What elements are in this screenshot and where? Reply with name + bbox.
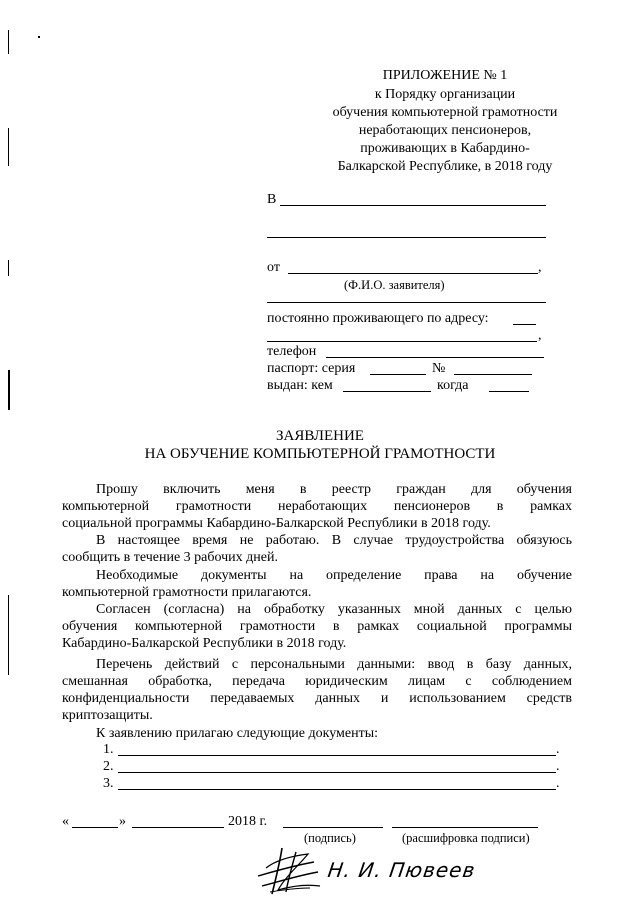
- issued-when-field[interactable]: [489, 391, 529, 392]
- address-field-line2[interactable]: [267, 341, 537, 342]
- paragraph-line: обучения компьютерной грамотности в рамках социальной программы: [62, 619, 572, 634]
- from-label: от: [267, 260, 280, 275]
- passport-label: паспорт: серия: [267, 361, 356, 376]
- scan-mark: [8, 128, 9, 166]
- attachment-number: 3.: [103, 776, 114, 791]
- address-field[interactable]: [513, 324, 536, 325]
- from-suffix: ,: [538, 260, 542, 275]
- signature-field[interactable]: [283, 827, 383, 828]
- when-label: когда: [437, 378, 469, 393]
- paragraph-line: компьютерной грамотности прилагаются.: [62, 585, 312, 600]
- signature-caption: (подпись): [304, 831, 356, 845]
- issued-by-field[interactable]: [343, 391, 431, 392]
- date-open-quote: «: [62, 814, 69, 829]
- attachment-field[interactable]: [118, 755, 556, 756]
- date-day-field[interactable]: [72, 827, 118, 828]
- fio-caption: (Ф.И.О. заявителя): [344, 278, 445, 292]
- attachment-number: 2.: [103, 759, 114, 774]
- scan-mark: [8, 260, 9, 276]
- attachment-field[interactable]: [118, 789, 556, 790]
- paragraph-line: компьютерной грамотности неработающих пенсионеров в рамках: [62, 499, 572, 514]
- paragraph-line: Прошу включить меня в реестр граждан для обучения: [96, 482, 572, 497]
- attachment-suffix: .: [556, 776, 560, 791]
- paragraph-line: Необходимые документы на определение права на обучение: [96, 568, 572, 583]
- decode-caption: (расшифровка подписи): [402, 831, 530, 845]
- date-year: 2018 г.: [228, 814, 268, 829]
- document-subtitle: НА ОБУЧЕНИЕ КОМПЬЮТЕРНОЙ ГРАМОТНОСТИ: [144, 446, 496, 462]
- to-field[interactable]: [280, 205, 546, 206]
- signature-decode-field[interactable]: [392, 827, 538, 828]
- appendix-title: ПРИЛОЖЕНИЕ № 1: [382, 68, 508, 83]
- scan-mark: [8, 595, 9, 675]
- attachment-suffix: .: [556, 759, 560, 774]
- paragraph-line: К заявлению прилагаю следующие документы:: [96, 726, 379, 741]
- paragraph-line: смешанная обработка, передача юридическим лицам с соблюдением: [62, 674, 572, 689]
- phone-field[interactable]: [326, 357, 544, 358]
- address-suffix: ,: [538, 328, 542, 343]
- appendix-line: проживающих в Кабардино-: [360, 141, 530, 156]
- to-label: В: [267, 192, 277, 207]
- paragraph-line: криптозащиты.: [62, 708, 153, 723]
- attachment-suffix: .: [556, 742, 560, 757]
- paragraph-line: Кабардино-Балкарской Республики в 2018 году.: [62, 636, 347, 651]
- phone-label: телефон: [267, 344, 317, 359]
- paragraph-line: сообщить в течение 3 рабочих дней.: [62, 550, 278, 565]
- paragraph-line: В настоящее время не работаю. В случае трудоустройства обязуюсь: [96, 533, 572, 548]
- date-close-quote: »: [119, 814, 126, 829]
- scan-mark: [38, 36, 40, 38]
- handwritten-signature-icon: [252, 842, 332, 898]
- address-label: постоянно проживающего по адресу:: [267, 311, 489, 326]
- paragraph-line: Перечень действий с персональными данными: ввод в базу данных,: [96, 657, 572, 672]
- date-month-field[interactable]: [132, 827, 224, 828]
- appendix-line: к Порядку организации: [374, 87, 516, 102]
- scan-mark: [8, 30, 9, 54]
- appendix-line: Балкарской Республике, в 2018 году: [337, 159, 553, 174]
- scan-mark: [8, 370, 10, 410]
- from-field-line2[interactable]: [267, 302, 546, 303]
- issued-label: выдан: кем: [267, 378, 333, 393]
- to-field-line2[interactable]: [267, 237, 546, 238]
- attachment-field[interactable]: [118, 772, 556, 773]
- paragraph-line: конфиденциальности передаваемых данных и использованием средств: [62, 691, 572, 706]
- passport-number-label: №: [432, 361, 446, 376]
- passport-number-field[interactable]: [454, 374, 532, 375]
- appendix-line: неработающих пенсионеров,: [358, 123, 532, 138]
- paragraph-line: социальной программы Кабардино-Балкарской Республики в 2018 году.: [62, 516, 491, 531]
- handwritten-name: Н. И. Пювеев: [326, 858, 478, 882]
- paragraph-line: Согласен (согласна) на обработку указанных мной данных с целью: [96, 602, 572, 617]
- passport-series-field[interactable]: [370, 374, 426, 375]
- attachment-number: 1.: [103, 742, 114, 757]
- from-field[interactable]: [288, 273, 538, 274]
- appendix-line: обучения компьютерной грамотности: [332, 105, 558, 120]
- document-title: ЗАЯВЛЕНИЕ: [276, 428, 364, 444]
